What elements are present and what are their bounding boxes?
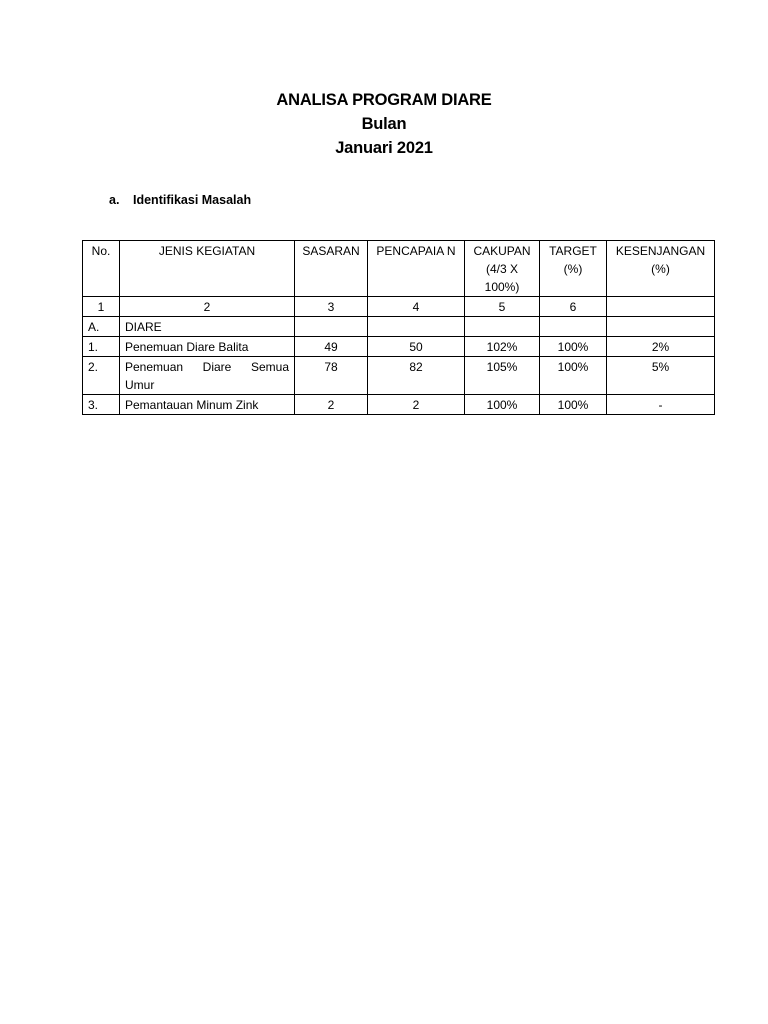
header-pencapaian: PENCAPAIA N: [368, 241, 465, 297]
section-heading-text: Identifikasi Masalah: [133, 193, 252, 207]
header-kesenjangan: KESENJANGAN (%): [607, 241, 715, 297]
table-header-row: [83, 241, 715, 297]
section-heading: [109, 193, 251, 207]
header-target: TARGET (%): [540, 241, 607, 297]
row-no: 2.: [83, 357, 120, 395]
row-sasaran: 78: [295, 357, 368, 395]
column-number: 6: [540, 297, 607, 317]
row-target: 100%: [540, 395, 607, 415]
title-period: Januari 2021: [335, 139, 433, 157]
column-number: 5: [465, 297, 540, 317]
row-kesenjangan: 5%: [607, 357, 715, 395]
row-cakupan: 100%: [465, 395, 540, 415]
column-number: 3: [295, 297, 368, 317]
row-kegiatan: Penemuan Diare Balita: [120, 337, 295, 357]
title-period-label: Bulan: [361, 115, 407, 133]
row-sasaran: 2: [295, 395, 368, 415]
row-no: 1.: [83, 337, 120, 357]
table-number-row: [83, 297, 715, 317]
row-pencapaian: 50: [368, 337, 465, 357]
column-number: 4: [368, 297, 465, 317]
column-number: 2: [120, 297, 295, 317]
header-no: No.: [83, 241, 120, 297]
column-number: [607, 297, 715, 317]
document-title: [0, 88, 768, 160]
row-kesenjangan: 2%: [607, 337, 715, 357]
empty-cell: [540, 317, 607, 337]
row-target: 100%: [540, 337, 607, 357]
table-row: [83, 357, 715, 395]
group-no: A.: [83, 317, 120, 337]
program-analysis-table: [82, 240, 715, 415]
title-main: ANALISA PROGRAM DIARE: [276, 91, 492, 109]
table-row: [83, 395, 715, 415]
table-row: [83, 337, 715, 357]
table-group-row: [83, 317, 715, 337]
row-pencapaian: 2: [368, 395, 465, 415]
header-jenis-kegiatan: JENIS KEGIATAN: [120, 241, 295, 297]
row-cakupan: 105%: [465, 357, 540, 395]
row-sasaran: 49: [295, 337, 368, 357]
row-pencapaian: 82: [368, 357, 465, 395]
header-sasaran: SASARAN: [295, 241, 368, 297]
row-cakupan: 102%: [465, 337, 540, 357]
section-marker: a.: [109, 193, 120, 207]
group-label: DIARE: [120, 317, 295, 337]
empty-cell: [607, 317, 715, 337]
row-kegiatan: Penemuan Diare Semua Umur: [120, 357, 295, 395]
empty-cell: [295, 317, 368, 337]
row-target: 100%: [540, 357, 607, 395]
header-cakupan: CAKUPAN (4/3 X 100%): [465, 241, 540, 297]
column-number: 1: [83, 297, 120, 317]
row-kesenjangan: -: [607, 395, 715, 415]
row-no: 3.: [83, 395, 120, 415]
row-kegiatan: Pemantauan Minum Zink: [120, 395, 295, 415]
empty-cell: [368, 317, 465, 337]
empty-cell: [465, 317, 540, 337]
